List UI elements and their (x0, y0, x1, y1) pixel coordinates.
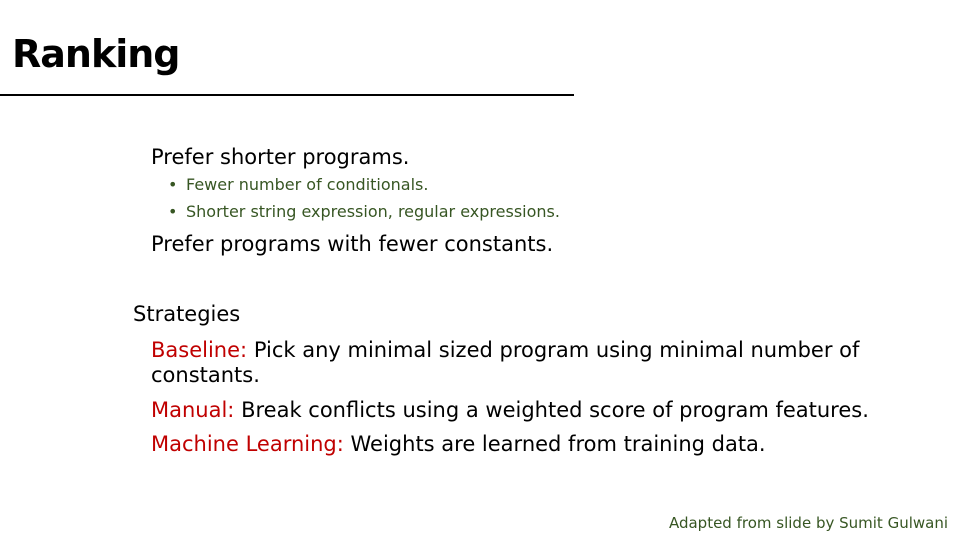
sub-bullet-text: Fewer number of conditionals. (186, 175, 429, 194)
bullet-icon: • (168, 202, 178, 221)
strategy-baseline (151, 340, 859, 361)
strategy-machine-learning (151, 434, 766, 455)
sub-bullet-string-expressions (168, 204, 560, 220)
slide-title: Ranking (12, 32, 180, 76)
preference-fewer-constants: Prefer programs with fewer constants. (151, 232, 554, 256)
strategy-baseline-continued: constants. (151, 363, 260, 387)
strategy-label: Manual: (151, 398, 235, 422)
strategies-heading: Strategies (133, 302, 241, 326)
sub-bullet-conditionals (168, 177, 428, 193)
title-underline (0, 94, 574, 96)
footer-credit: Adapted from slide by Sumit Gulwani (668, 514, 948, 532)
strategy-text: Weights are learned from training data. (350, 432, 766, 456)
strategy-manual (151, 400, 869, 421)
strategy-text: Break conflicts using a weighted score of program features. (241, 398, 869, 422)
preference-shorter-programs: Prefer shorter programs. (151, 145, 410, 169)
strategy-label: Baseline: (151, 338, 248, 362)
strategy-text: Pick any minimal sized program using minimal number of (253, 338, 860, 362)
sub-bullet-text: Shorter string expression, regular expressions. (186, 202, 560, 221)
bullet-icon: • (168, 175, 178, 194)
strategy-label: Machine Learning: (151, 432, 344, 456)
